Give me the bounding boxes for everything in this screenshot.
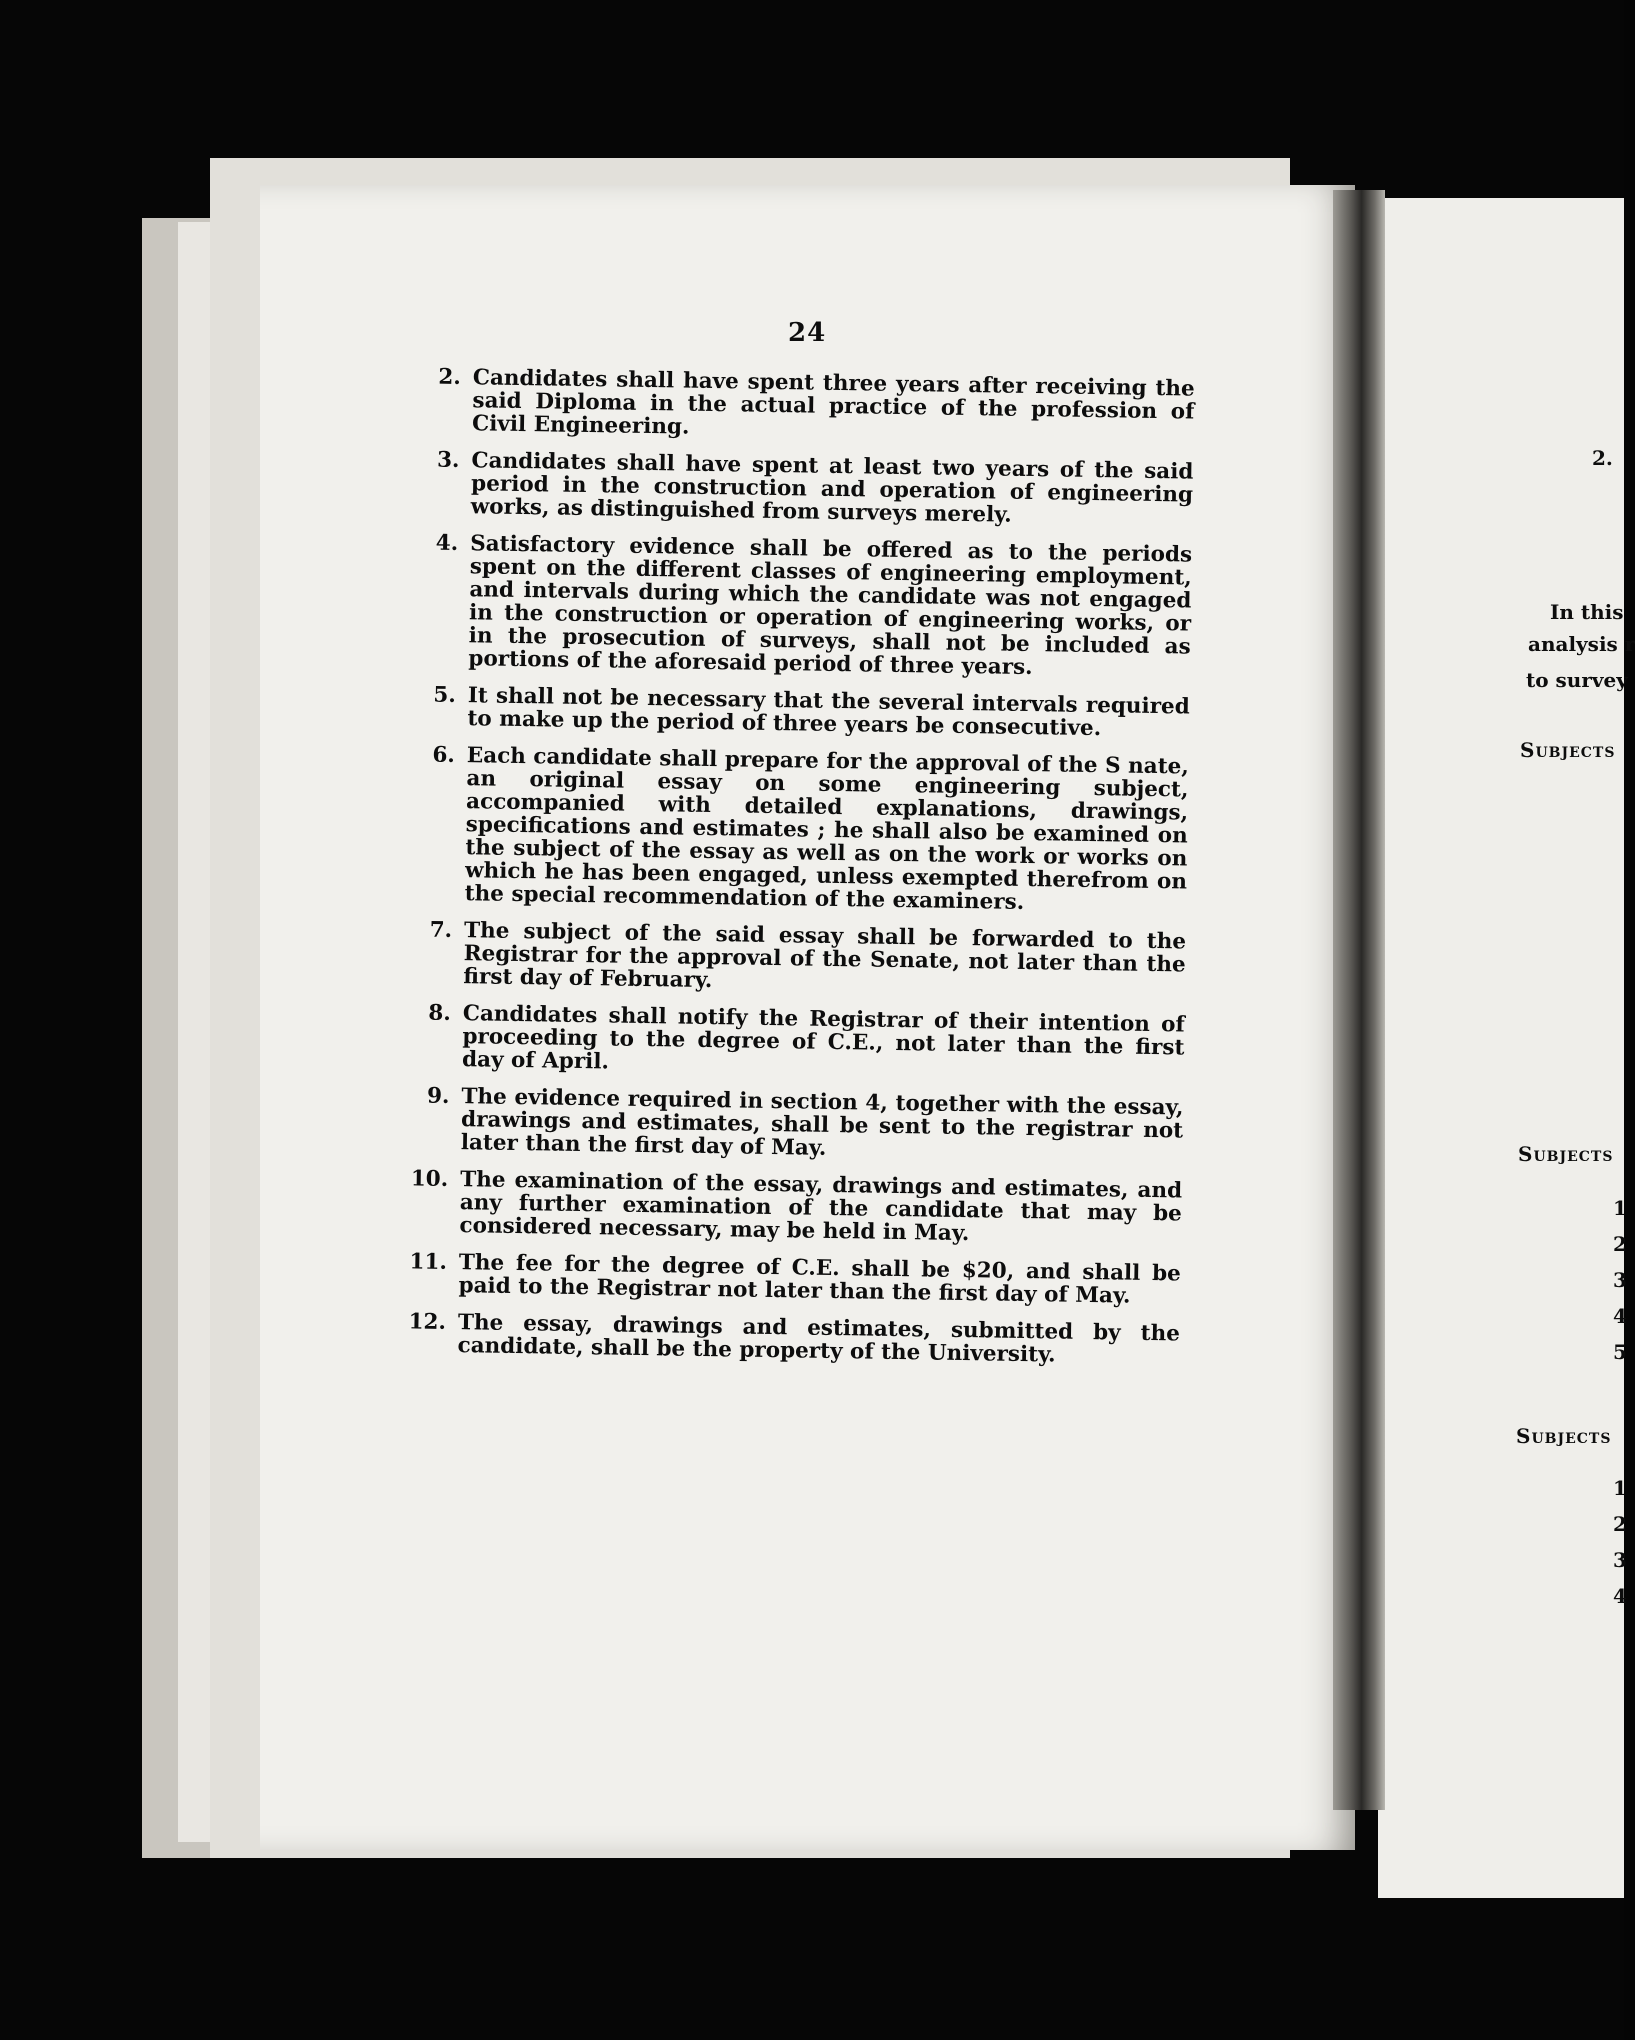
clause (394, 365, 1195, 447)
right-list-number: 4 (1613, 1584, 1627, 1608)
clause (393, 448, 1194, 530)
right-page (1378, 198, 1624, 1898)
right-list-number: 2 (1613, 1512, 1627, 1536)
right-list-number: 3 (1613, 1548, 1627, 1572)
right-page-number: 2. (1592, 446, 1613, 470)
clause (390, 531, 1192, 682)
right-page-heading: Subjects (1520, 738, 1616, 762)
clause (381, 1167, 1182, 1249)
clause-text: It shall not be necessary that the several intervals required to make up the period of three years be consecutive. (467, 683, 1190, 742)
right-list-number: 1 (1613, 1196, 1627, 1220)
right-list-number: 3 (1613, 1268, 1627, 1292)
clause-number: 8. (428, 1000, 452, 1026)
page-number: 24 (788, 318, 827, 348)
right-list-number: 5 (1613, 1340, 1627, 1364)
clause-text: Candidates shall notify the Registrar of their intention of proceeding to the degree of C.E., not later than the first day of April. (461, 1001, 1185, 1075)
right-list-number: 4 (1613, 1304, 1627, 1328)
clause-number: 7. (429, 917, 453, 943)
clause-text: The examination of the essay, drawings and estimates, and any further examination of the candidate that may be considered necessary, may be held in May. (459, 1167, 1183, 1247)
clause (380, 1250, 1181, 1309)
clause-number: 12. (408, 1309, 447, 1335)
clause-text: Each candidate shall prepare for the approval of the S nate, an original essay on some engineering subject, accompanied with detailed explanations, drawings, specifications and estimates ; he shall also be examined on the subject of the essay as well as on the work or works on which he has been engaged, unless exempted therefrom on the special recommendation of the examiners. (464, 743, 1189, 915)
clause (387, 743, 1189, 917)
clause-text: The fee for the degree of C.E. shall be $20, and shall be paid to the Registrar not later than the first day of May. (458, 1250, 1182, 1309)
clause-number: 4. (435, 530, 459, 557)
book-gutter (1333, 190, 1385, 1810)
right-page-heading: Subjects (1516, 1424, 1612, 1448)
clause-number: 2. (438, 364, 462, 391)
clause (379, 1310, 1180, 1369)
clause-number: 11. (409, 1249, 448, 1275)
clause-number: 3. (436, 447, 460, 474)
clause (385, 918, 1186, 1000)
right-list-number: 1 (1613, 1476, 1627, 1500)
clause-text: Candidates shall have spent three years after receiving the said Diploma in the actual practice of the profession of Civil Engineering. (471, 365, 1195, 440)
clause-text: Candidates shall have spent at least two years of the said period in the construction and operation of engineering works, as distinguished from surveys merely. (470, 448, 1194, 528)
clause-number: 9. (426, 1083, 450, 1109)
right-page-heading: Subjects (1518, 1142, 1614, 1166)
clause-number: 5. (433, 682, 457, 708)
right-list-number: 2 (1613, 1232, 1627, 1256)
clause-number: 10. (410, 1166, 449, 1192)
clause (384, 1001, 1185, 1083)
clause-text: Satisfactory evidence shall be offered as to the periods spent on the different classes of engineering employment, and intervals during which the candidate was not engaged in the construction or operation of engineering works, or in the prosecution of surveys, shall not be included as portions of the aforesaid period of three years. (468, 531, 1193, 681)
clause-text: The evidence required in section 4, together with the essay, drawings and estimates, shall be sent to the registrar not later than the first day of May. (460, 1084, 1184, 1161)
right-page-line: analysis r (1528, 632, 1635, 656)
clause (383, 1084, 1184, 1166)
clause-list (379, 365, 1195, 1382)
clause-number: 6. (432, 742, 456, 768)
right-page-line: to survey (1526, 668, 1628, 692)
clause-text: The subject of the said essay shall be forwarded to the Registrar for the approval of the Senate, not later than the first day of February. (463, 918, 1187, 994)
clause-text: The essay, drawings and estimates, submitted by the candidate, shall be the property of the University. (457, 1310, 1181, 1368)
right-page-line: In this (1550, 600, 1624, 624)
clause (389, 683, 1190, 742)
